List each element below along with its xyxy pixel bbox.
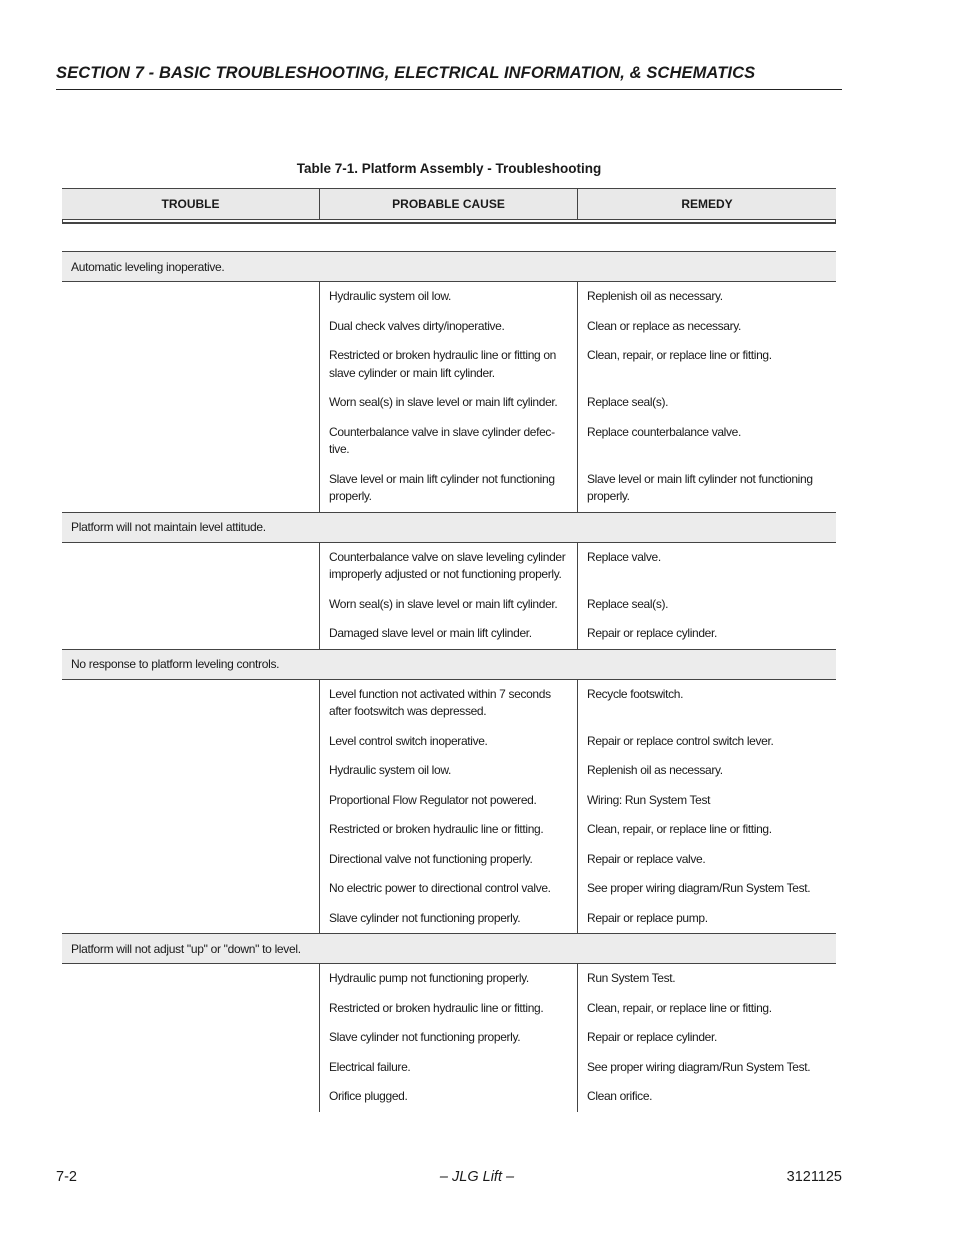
probable-cause-cell: Restricted or broken hydraulic line or fitting. (320, 994, 578, 1024)
table-row (320, 904, 836, 934)
probable-cause-cell: Damaged slave level or main lift cylinder. (320, 619, 578, 649)
remedy-cell: Run System Test. (587, 971, 676, 985)
column-header-trouble: TROUBLE (62, 189, 320, 219)
probable-cause-cell: Hydraulic system oil low. (320, 282, 578, 312)
probable-cause-cell: Proportional Flow Regulator not powered. (320, 786, 578, 816)
table-row (320, 1023, 836, 1053)
column-header-probable-cause: PROBABLE CAUSE (320, 189, 578, 219)
troubleshooting-table (62, 188, 836, 1112)
table-row (320, 874, 836, 904)
remedy-cell: Replace counterbalance valve. (587, 424, 741, 439)
probable-cause-cell: Worn seal(s) in slave level or main lift cylinder. (320, 388, 578, 418)
trouble-column-blank (62, 543, 320, 649)
remedy-cell: Repair or replace control switch lever. (587, 733, 774, 748)
remedy-cell: Clean orifice. (587, 1089, 653, 1103)
remedy-cell: Clean or replace as necessary. (587, 318, 742, 333)
table-row (320, 312, 836, 342)
remedy-cell: Clean, repair, or replace line or fitting. (587, 1000, 772, 1015)
remedy-cell: See proper wiring diagram/Run System Test. (587, 1059, 811, 1074)
cause-remedy-rows (320, 964, 836, 1112)
cause-remedy-rows (320, 680, 836, 934)
table-row (320, 388, 836, 418)
column-header-remedy: REMEDY (681, 197, 733, 211)
footer-center-text: – JLG Lift – (439, 1169, 515, 1185)
cause-remedy-group (62, 964, 836, 1112)
section-title: SECTION 7 - BASIC TROUBLESHOOTING, ELECTRICAL INFORMATION, & SCHEMATICS (56, 64, 756, 82)
probable-cause-cell: Directional valve not functioning properly. (320, 845, 578, 875)
probable-cause-cell: Slave cylinder not functioning properly. (320, 904, 578, 934)
probable-cause-cell: Restricted or broken hydraulic line or fitting. (320, 815, 578, 845)
table-row (320, 543, 836, 590)
cause-remedy-rows (320, 543, 836, 649)
remedy-cell: Wiring: Run System Test (587, 792, 711, 807)
remedy-cell: Replace seal(s). (587, 596, 669, 611)
remedy-cell: Clean, repair, or replace line or fitting. (587, 822, 772, 836)
remedy-cell: Replace valve. (587, 549, 661, 564)
table-title: Table 7-1. Platform Assembly - Troubleshooting (296, 161, 602, 176)
table-row (320, 815, 836, 845)
table-row (320, 341, 836, 388)
remedy-cell: Repair or replace cylinder. (587, 626, 717, 640)
page-number: 7-2 (56, 1169, 77, 1185)
table-row (320, 786, 836, 816)
trouble-row: Automatic leveling inoperative. (62, 251, 836, 282)
probable-cause-cell: Counterbalance valve on slave leveling cylinder improperly adjusted or not functioning properly. (320, 543, 578, 590)
remedy-cell: See proper wiring diagram/Run System Test. (587, 881, 811, 895)
trouble-row: Platform will not maintain level attitude. (62, 512, 836, 543)
table-row (320, 418, 836, 465)
trouble-groups (62, 251, 836, 1112)
remedy-cell: Repair or replace cylinder. (587, 1030, 717, 1044)
trouble-column-blank (62, 964, 320, 1112)
doc-number: 3121125 (786, 1169, 842, 1185)
remedy-cell: Clean, repair, or replace line or fitting. (587, 348, 772, 362)
remedy-cell: Replenish oil as necessary. (587, 763, 723, 777)
trouble-row: Platform will not adjust "up" or "down" to level. (62, 933, 836, 964)
table-row (320, 756, 836, 786)
cause-remedy-group (62, 282, 836, 512)
remedy-cell: Recycle footswitch. (587, 686, 684, 701)
cause-remedy-group (62, 680, 836, 934)
probable-cause-cell: Slave level or main lift cylinder not functioning properly. (320, 465, 578, 512)
cause-remedy-rows (320, 282, 836, 512)
remedy-cell: Repair or replace pump. (587, 910, 708, 925)
remedy-cell: Replenish oil as necessary. (587, 289, 723, 303)
trouble-column-blank (62, 282, 320, 512)
probable-cause-cell: Slave cylinder not functioning properly. (320, 1023, 578, 1053)
table-row (320, 964, 836, 994)
table-row (320, 1053, 836, 1083)
table-row (320, 282, 836, 312)
probable-cause-cell: Restricted or broken hydraulic line or fitting on slave cylinder or main lift cylinder. (320, 341, 578, 388)
table-row (320, 727, 836, 757)
probable-cause-cell: Electrical failure. (320, 1053, 578, 1083)
probable-cause-cell: Level control switch inoperative. (320, 727, 578, 757)
probable-cause-cell: Orifice plugged. (320, 1082, 578, 1112)
header-rule (56, 89, 842, 90)
probable-cause-cell: Dual check valves dirty/inoperative. (320, 312, 578, 342)
trouble-row: No response to platform leveling controls. (62, 649, 836, 680)
cause-remedy-group (62, 543, 836, 649)
table-header (62, 188, 836, 220)
table-row (320, 590, 836, 620)
probable-cause-cell: Level function not activated within 7 seconds after footswitch was depressed. (320, 680, 578, 727)
probable-cause-cell: Hydraulic system oil low. (320, 756, 578, 786)
probable-cause-cell: Counterbalance valve in slave cylinder defec-tive. (320, 418, 578, 465)
trouble-column-blank (62, 680, 320, 934)
table-row (320, 994, 836, 1024)
probable-cause-cell: Worn seal(s) in slave level or main lift cylinder. (320, 590, 578, 620)
table-row (320, 680, 836, 727)
probable-cause-cell: No electric power to directional control valve. (320, 874, 578, 904)
probable-cause-cell: Hydraulic pump not functioning properly. (320, 964, 578, 994)
table-row (320, 465, 836, 512)
table-row (320, 619, 836, 649)
table-row (320, 845, 836, 875)
remedy-cell: Slave level or main lift cylinder not functioning properly. (587, 471, 813, 503)
remedy-cell: Repair or replace valve. (587, 851, 706, 866)
remedy-cell: Replace seal(s). (587, 395, 669, 409)
table-row (320, 1082, 836, 1112)
header-spacer (62, 220, 836, 251)
